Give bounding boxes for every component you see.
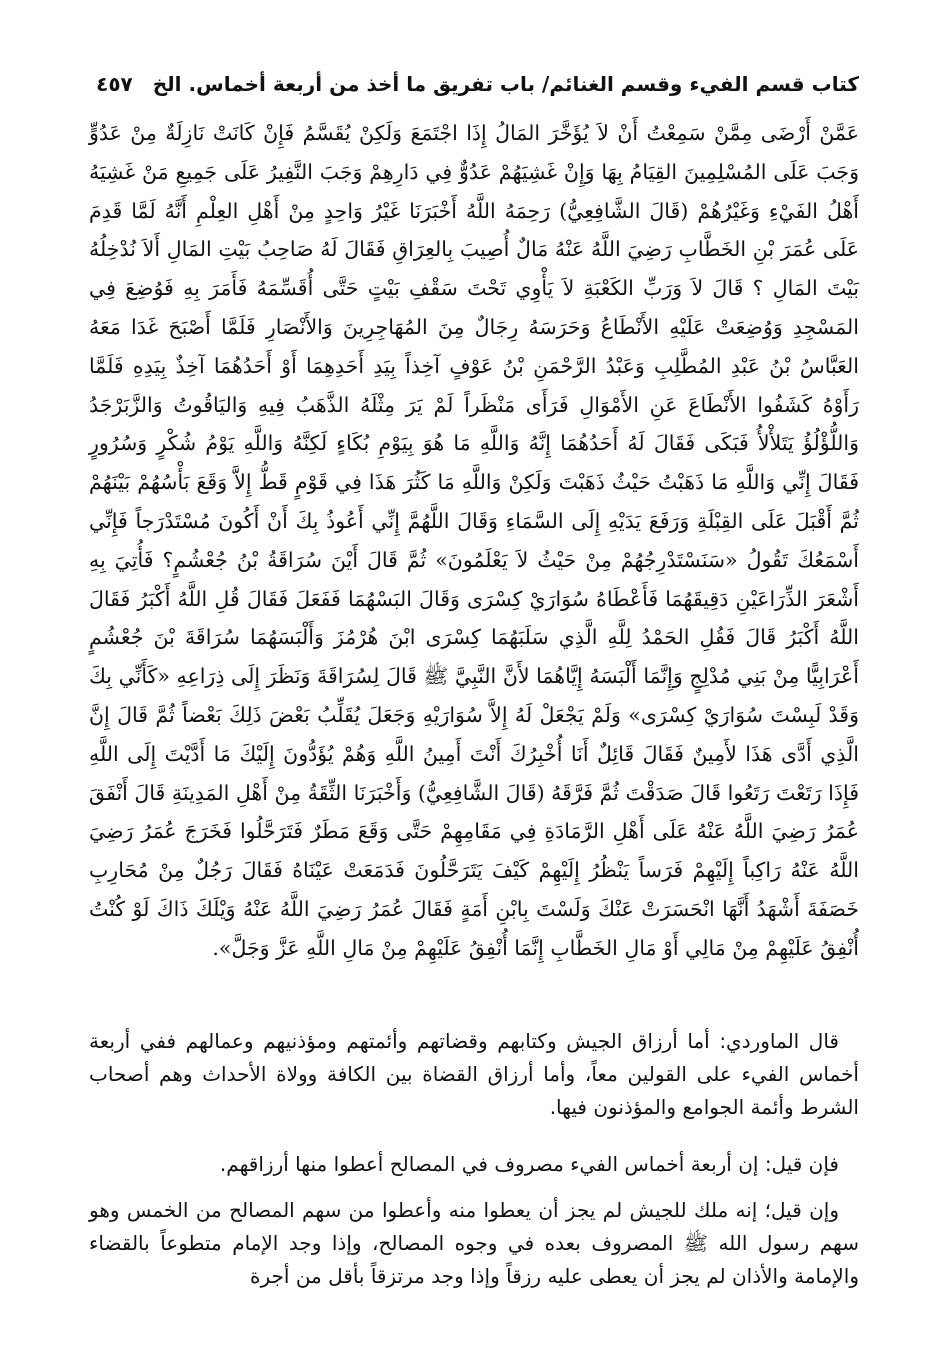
commentary-paragraph-2: فإن قيل: إن أربعة أخماس الفيء مصروف في المصالح أعطوا منها أرزاقهم. xyxy=(219,1152,839,1176)
commentary-paragraph-1: قال الماوردي: أما أرزاق الجيش وكتابهم وقضاتهم وأئمتهم ومؤذنيهم وعمالهم ففي أربعة أخماس الفيء على القولين معاً، وأما أرزاق القضاة بين الكافة وولاة الأحداث وهم أصحاب الشرط وأئمة الجوامع والمؤذنون فيها. xyxy=(89,1029,859,1119)
running-header xyxy=(96,64,859,104)
quoted-text-block: عَمَّنْ أَرْضَى مِمَّنْ سَمِعْتُ أَنْ لاَ يُؤَخَّرَ المَالُ إِذَا اجْتَمَعَ وَلَكِنْ يُقَسَّمُ فَإِنْ كَانَتْ نَازِلَةٌ مِنْ عَدُوٍّ وَجَبَ عَلَى المُسْلِمِينَ القِيَامُ بِهَا وَإِنْ غَشِيَهُمْ عَدُوٌّ فِي دَارِهِمْ وَجَبَ النَّفِيرُ عَلَى جَمِيعِ مَنْ غَشِيَهُ أَهْلُ الفَيْءِ وَغَيْرُهُمْ (قَالَ الشَّافِعِيُّ) رَحِمَهُ اللَّهُ أَخْبَرَنَا غَيْرُ وَاحِدٍ مِنْ أَهْلِ العِلْمِ أَنَّهُ لَمَّا قَدِمَ عَلَى عُمَرَ بْنِ الخَطَّابِ رَضِيَ اللَّهُ عَنْهُ مَالٌ أُصِيبَ بِالعِرَاقِ فَقَالَ لَهُ صَاحِبُ بَيْتِ المَالِ أَلاَ نُدْخِلُهُ بَيْتَ المَالِ ؟ قَالَ لاَ وَرَبِّ الكَعْبَةِ لاَ يَأْوِي تَحْتَ سَقْفِ بَيْتٍ حَتَّى أُقَسِّمَهُ فَأَمَرَ بِهِ فَوُضِعَ فِي المَسْجِدِ وَوُضِعَتْ عَلَيْهِ الأَنْطَاعُ وَحَرَسَهُ رِجَالٌ مِنَ المُهَاجِرِينَ وَالأَنْصَارِ فَلَمَّا أَصْبَحَ غَدَا مَعَهُ العَبَّاسُ بْنُ عَبْدِ المُطَّلِبِ وَعَبْدُ الرَّحْمَنِ بْنُ عَوْفٍ آخِذاً بِيَدِ أَحَدِهِمَا أَوْ أَحَدُهُمَا آخِذٌ بِيَدِهِ فَلَمَّا رَأَوْهُ كَشَفُوا الأَنْطَاعَ عَنِ الأَمْوَالِ فَرَأَى مَنْظَراً لَمْ يَرَ مِثْلَهُ الذَّهَبُ فِيهِ وَاليَاقُوتُ وَالزَّبَرْجَدُ وَاللُّؤْلُؤُ يَتَلأْلأُ فَبَكَى فَقَالَ لَهُ أَحَدُهُمَا إِنَّهُ وَاللَّهِ مَا هُوَ بِيَوْمِ بُكَاءٍ لَكِنَّهُ وَاللَّهِ يَوْمُ شُكْرٍ وَسُرُورٍ فَقَالَ إِنِّي وَاللَّهِ مَا ذَهَبْتُ حَيْثُ ذَهَبْتَ وَلَكِنْ وَاللَّهِ مَا كَثُرَ هَذَا فِي قَوْمٍ قَطُّ إِلاَّ وَقَعَ بَأْسُهُمْ بَيْنَهُمْ ثُمَّ أَقْبَلَ عَلَى القِبْلَةِ وَرَفَعَ يَدَيْهِ إِلَى السَّمَاءِ وَقَالَ اللَّهُمَّ إِنِّي أَعُوذُ بِكَ أَنْ أَكُونَ مُسْتَدْرَجاً فَإِنِّي أَسْمَعُكَ تَقُولُ «سَنَسْتَدْرِجُهُمْ مِنْ حَيْثُ لاَ يَعْلَمُونَ» ثُمَّ قَالَ أَيْنَ سُرَاقَةُ بْنُ جُعْشُمٍ؟ فَأُتِيَ بِهِ أَشْعَرَ الذِّرَاعَيْنِ دَقِيقَهُمَا فَأَعْطَاهُ سُوَارَيْ كِسْرَى وَقَالَ البَسْهُمَا فَفَعَلَ فَقَالَ قُلِ اللَّهُ أَكْبَرُ فَقَالَ اللَّهُ أَكْبَرُ قَالَ فَقُلِ الحَمْدُ لِلَّهِ الَّذِي سَلَبَهُمَا كِسْرَى ابْنَ هُرْمُزَ وَأَلْبَسَهُمَا سُرَاقَةَ بْنَ جُعْشُمٍ أَعْرَابِيًّا مِنْ بَنِي مُدْلِجٍ وَإِنَّمَا أَلْبَسَهُ إِيَّاهُمَا لأَنَّ النَّبِيَّ ﷺ قَالَ لِسُرَاقَةَ وَنَظَرَ إِلَى ذِرَاعِهِ «كَأَنِّي بِكَ وَقَدْ لَبِسْتَ سُوَارَيْ كِسْرَى» وَلَمْ يَجْعَلْ لَهُ إِلاَّ سُوَارَيْهِ وَجَعَلَ يُقَلِّبُ بَعْضَ ذَلِكَ بَعْضاً ثُمَّ قَالَ إِنَّ الَّذِي أَدَّى هَذَا لأَمِينٌ فَقَالَ قَائِلٌ أَنَا أُخْبِرُكَ أَنْتَ أَمِينُ اللَّهِ وَهُمْ يُؤَدُّونَ إِلَيْكَ مَا أَدَّيْتَ إِلَى اللَّهِ فَإِذَا رَتَعْتَ رَتَعُوا قَالَ صَدَقْتَ ثُمَّ فَرَّقَهُ (قَالَ الشَّافِعِيُّ) وَأَخْبَرَنَا الثِّقَةُ مِنْ أَهْلِ المَدِينَةِ قَالَ أَنْفَقَ عُمَرُ رَضِيَ اللَّهُ عَنْهُ عَلَى أَهْلِ الرَّمَادَةِ فِي مَقَامِهِمْ حَتَّى وَقَعَ مَطَرٌ فَتَرَحَّلُوا فَخَرَجَ عُمَرُ رَضِيَ اللَّهُ عَنْهُ رَاكِباً إِلَيْهِمْ فَرَساً يَنْظُرُ إِلَيْهِمْ كَيْفَ يَتَرَحَّلُونَ فَدَمَعَتْ عَيْنَاهُ فَقَالَ رَجُلٌ مِنْ مُحَارِبِ خَصَفَةَ أَشْهَدُ أَنَّهَا انْحَسَرَتْ عَنْكَ وَلَسْتَ بِابْنِ أَمَةٍ فَقَالَ عُمَرُ رَضِيَ اللَّهُ عَنْهُ وَيْلَكَ ذَاكَ لَوْ كُنْتُ أُنْفِقُ عَلَيْهِمْ مِنْ مَالِي أَوْ مَالِ الخَطَّابِ إِنَّمَا أُنْفِقُ عَلَيْهِمْ مِنْ مَالِ اللَّهِ عَزَّ وَجَلَّ». xyxy=(89,121,859,960)
commentary-paragraph-3: وإن قيل؛ إنه ملك للجيش لم يجز أن يعطوا منه وأعطوا من سهم المصالح من الخمس وهو سهم رسول الله ﷺ المصروف بعده في وجوه المصالح، وإذا وجد الإمام متطوعاً بالقضاء والإمامة والأذان لم يجز أن يعطى عليه رزقاً وإذا وجد مرتزقاً بأقل من أجرة xyxy=(89,1198,859,1288)
running-title: كتاب قسم الفيء وقسم الغنائم/ باب تفريق ما أخذ من أربعة أخماس. الخ xyxy=(152,72,859,96)
page-number: ٤٥٧ xyxy=(96,72,133,96)
